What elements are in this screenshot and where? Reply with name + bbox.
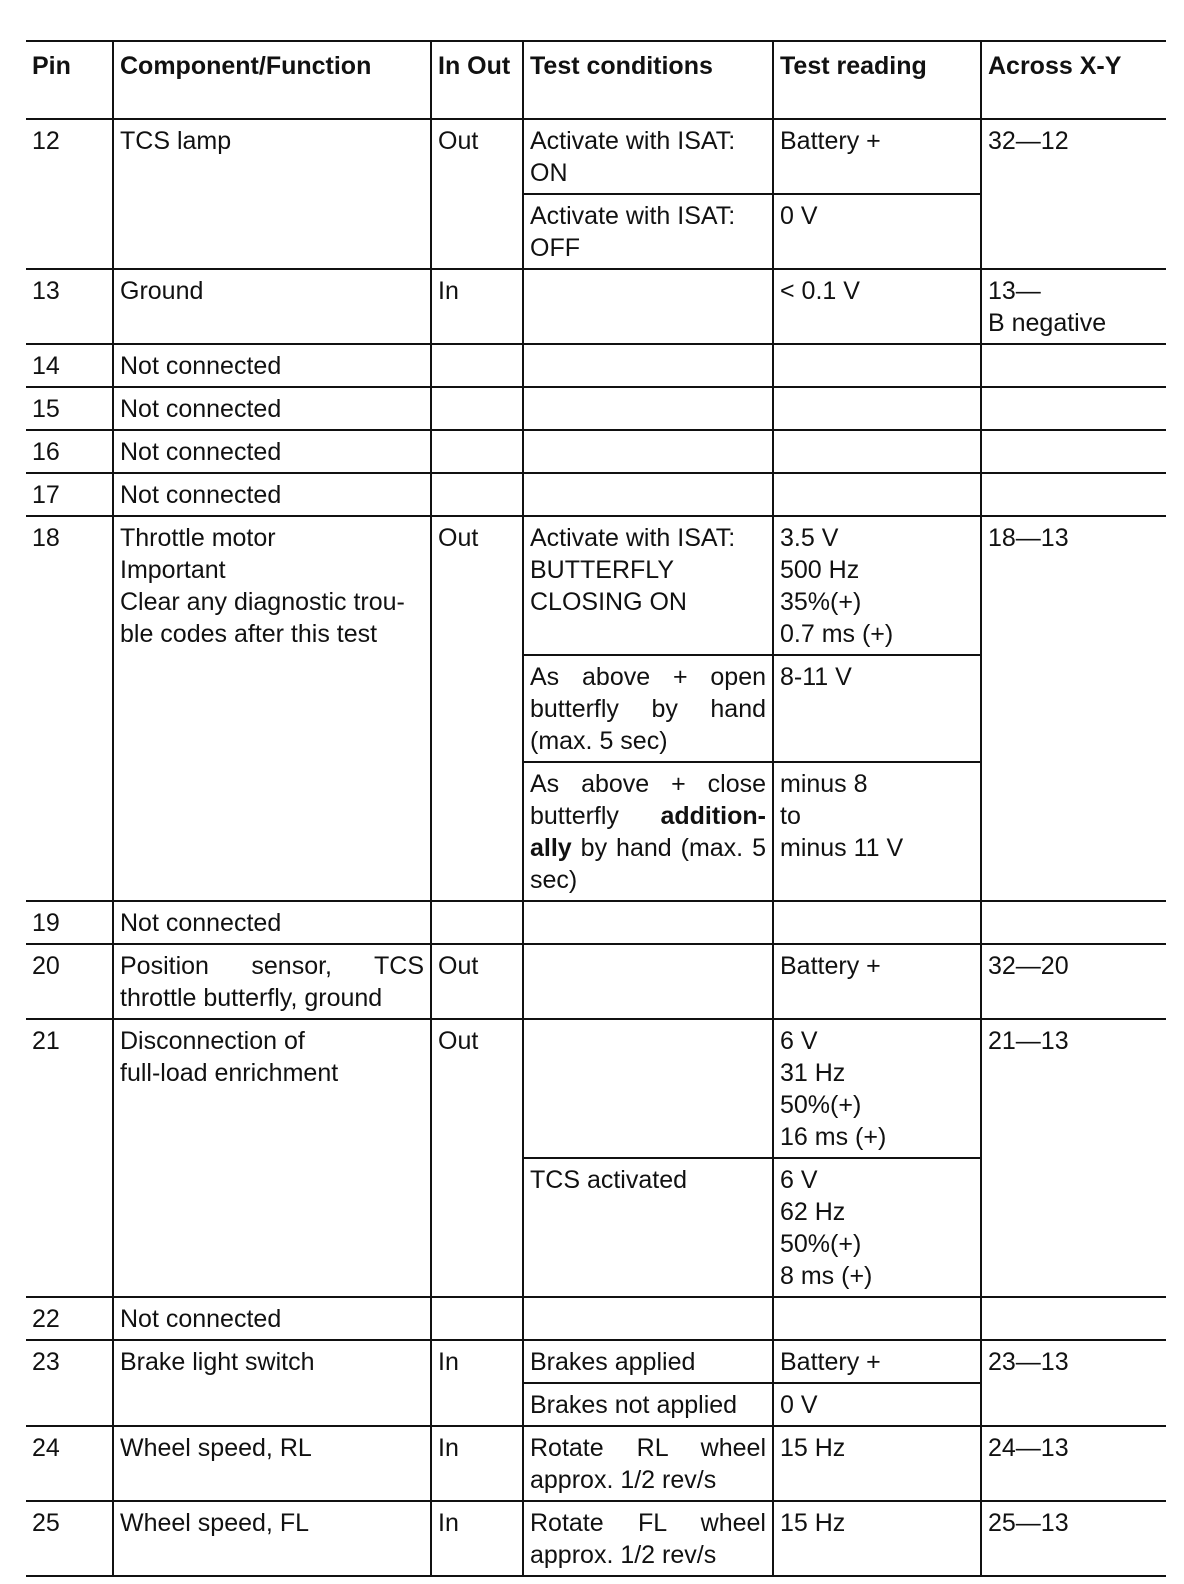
table-row-pin-24 [26, 1426, 1166, 1501]
across-x-y: 13— B negative [981, 269, 1166, 344]
across-x-y [981, 473, 1166, 516]
across-x-y: 23—13 [981, 1340, 1166, 1426]
across-x-y: 24—13 [981, 1426, 1166, 1501]
component-function: Brake light switch [113, 1340, 431, 1426]
across-x-y: 18—13 [981, 516, 1166, 901]
component-function: Throttle motor Important Clear any diagnostic trou- ble codes after this test [113, 516, 431, 901]
test-condition: As above + open butterfly by hand (max. 5 sec) [523, 655, 773, 762]
across-x-y [981, 901, 1166, 944]
pin-number: 24 [26, 1426, 113, 1501]
component-function: Not connected [113, 473, 431, 516]
header-test-conditions: Test conditions [523, 41, 773, 119]
pin-number: 23 [26, 1340, 113, 1426]
table-row-pin-23 [26, 1340, 1166, 1383]
component-function: Wheel speed, FL [113, 1501, 431, 1576]
pin-number: 16 [26, 430, 113, 473]
pin-number: 13 [26, 269, 113, 344]
test-condition: Brakes not applied [523, 1383, 773, 1426]
test-reading [773, 901, 981, 944]
table-row-pin-25 [26, 1501, 1166, 1576]
condition-text: by hand (max. 5 sec) [530, 834, 766, 894]
test-reading: 15 Hz [773, 1426, 981, 1501]
table-row-pin-13 [26, 269, 1166, 344]
test-reading: 0 V [773, 1383, 981, 1426]
test-reading: 6 V 31 Hz 50%(+) 16 ms (+) [773, 1019, 981, 1158]
across-x-y: 25—13 [981, 1501, 1166, 1576]
test-condition [523, 1019, 773, 1158]
in-out [431, 344, 523, 387]
test-reading [773, 1297, 981, 1340]
test-condition: Rotate FL wheel approx. 1/2 rev/s [523, 1501, 773, 1576]
table-row-pin-20 [26, 944, 1166, 1019]
pin-number: 19 [26, 901, 113, 944]
test-reading: 3.5 V 500 Hz 35%(+) 0.7 ms (+) [773, 516, 981, 655]
test-reading [773, 473, 981, 516]
in-out: Out [431, 516, 523, 901]
component-function: Not connected [113, 901, 431, 944]
table-row-pin-22 [26, 1297, 1166, 1340]
in-out: Out [431, 944, 523, 1019]
component-function: Wheel speed, RL [113, 1426, 431, 1501]
header-test-reading: Test reading [773, 41, 981, 119]
test-reading: Battery + [773, 119, 981, 194]
test-condition: Brakes applied [523, 1340, 773, 1383]
in-out [431, 387, 523, 430]
test-condition [523, 344, 773, 387]
pin-number: 15 [26, 387, 113, 430]
component-function: Not connected [113, 387, 431, 430]
test-reading: 15 Hz [773, 1501, 981, 1576]
across-x-y [981, 344, 1166, 387]
test-condition [523, 473, 773, 516]
pin-number: 17 [26, 473, 113, 516]
test-reading [773, 430, 981, 473]
test-condition: Activate with ISAT: ON [523, 119, 773, 194]
condition-emphasis: addition-ally [530, 802, 766, 862]
pin-number: 21 [26, 1019, 113, 1297]
across-x-y [981, 1297, 1166, 1340]
test-reading: < 0.1 V [773, 269, 981, 344]
pin-number: 22 [26, 1297, 113, 1340]
test-condition [523, 1297, 773, 1340]
component-function: Not connected [113, 344, 431, 387]
in-out: In [431, 1340, 523, 1426]
in-out: Out [431, 119, 523, 269]
in-out [431, 901, 523, 944]
pin-number: 25 [26, 1501, 113, 1576]
table-row-pin-16 [26, 430, 1166, 473]
component-function: Not connected [113, 430, 431, 473]
pin-number: 20 [26, 944, 113, 1019]
header-across: Across X-Y [981, 41, 1166, 119]
test-condition [523, 387, 773, 430]
test-condition: Activate with ISAT: OFF [523, 194, 773, 269]
pin-number: 18 [26, 516, 113, 901]
table-row-pin-18 [26, 516, 1166, 655]
test-condition: Activate with ISAT: BUTTERFLY CLOSING ON [523, 516, 773, 655]
in-out [431, 473, 523, 516]
table-row-pin-19 [26, 901, 1166, 944]
table-row-pin-17 [26, 473, 1166, 516]
in-out [431, 430, 523, 473]
test-condition [523, 944, 773, 1019]
test-condition [523, 430, 773, 473]
component-function: Position sensor, TCS throttle butterfly, ground [113, 944, 431, 1019]
component-function: Ground [113, 269, 431, 344]
across-x-y: 32—12 [981, 119, 1166, 269]
in-out: Out [431, 1019, 523, 1297]
test-condition [523, 901, 773, 944]
pin-test-table [26, 40, 1166, 1577]
table-header-row [26, 41, 1166, 119]
test-condition [523, 762, 773, 901]
header-pin: Pin [26, 41, 113, 119]
component-function: Not connected [113, 1297, 431, 1340]
connector-pin-test-document [26, 40, 1166, 1577]
condition-text: As above + close butterfly [530, 770, 766, 830]
test-reading: 6 V 62 Hz 50%(+) 8 ms (+) [773, 1158, 981, 1297]
in-out [431, 1297, 523, 1340]
component-function: Disconnection of full-load enrichment [113, 1019, 431, 1297]
table-row-pin-21 [26, 1019, 1166, 1158]
table-row-pin-15 [26, 387, 1166, 430]
test-condition: Rotate RL wheel approx. 1/2 rev/s [523, 1426, 773, 1501]
header-component: Component/Function [113, 41, 431, 119]
in-out: In [431, 1501, 523, 1576]
across-x-y: 21—13 [981, 1019, 1166, 1297]
across-x-y [981, 430, 1166, 473]
test-reading: Battery + [773, 1340, 981, 1383]
pin-number: 12 [26, 119, 113, 269]
test-reading [773, 344, 981, 387]
test-reading: 0 V [773, 194, 981, 269]
across-x-y [981, 387, 1166, 430]
test-condition [523, 269, 773, 344]
in-out: In [431, 269, 523, 344]
test-reading: Battery + [773, 944, 981, 1019]
test-condition: TCS activated [523, 1158, 773, 1297]
pin-number: 14 [26, 344, 113, 387]
test-reading [773, 387, 981, 430]
table-row-pin-14 [26, 344, 1166, 387]
test-reading: 8-11 V [773, 655, 981, 762]
across-x-y: 32—20 [981, 944, 1166, 1019]
header-in-out: In Out [431, 41, 523, 119]
table-row-pin-12 [26, 119, 1166, 194]
in-out: In [431, 1426, 523, 1501]
component-function: TCS lamp [113, 119, 431, 269]
test-reading: minus 8 to minus 11 V [773, 762, 981, 901]
